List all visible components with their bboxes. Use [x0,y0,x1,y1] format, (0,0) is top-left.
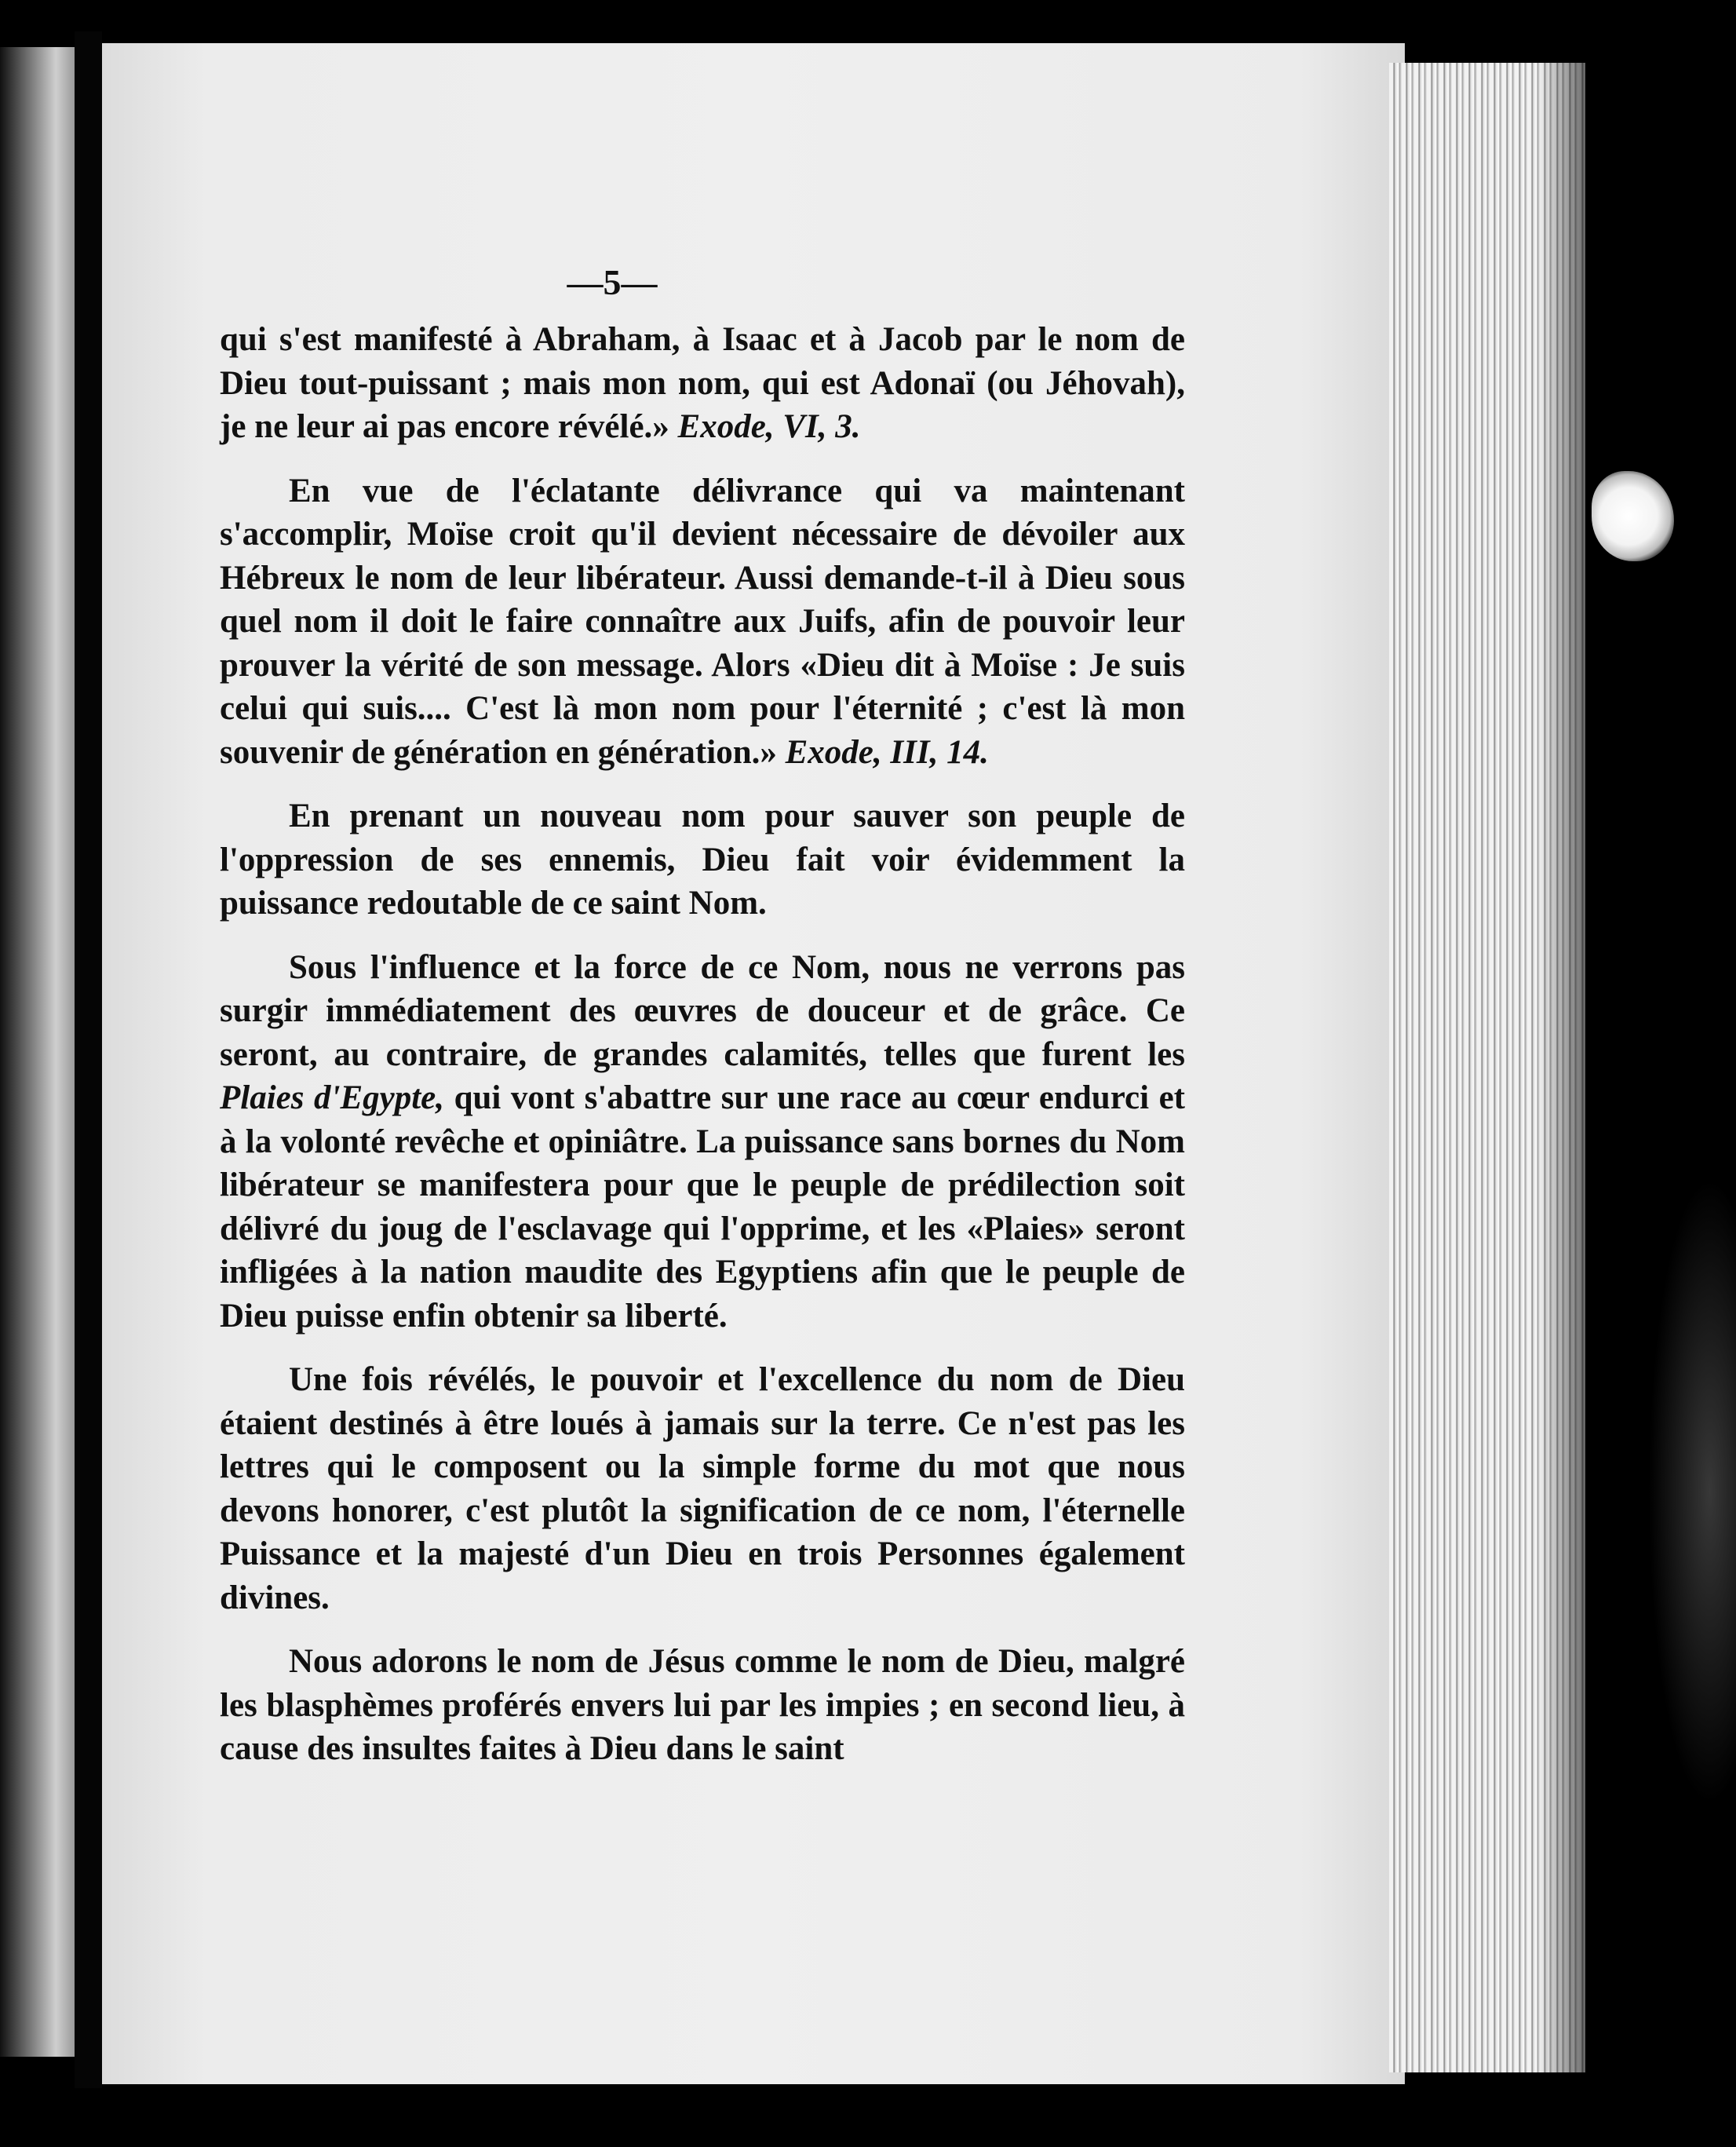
paragraph-plagues [220,946,1185,1338]
continuation-paragraph [220,318,1185,449]
paragraph-revelation [220,469,1185,775]
page-text [220,263,1185,1771]
page-number: —5— [567,262,658,302]
page-edge-shadow [1538,63,1585,2072]
scripture-reference: Exode, VI, 3. [677,408,861,445]
continuation-text: qui s'est manifesté à Abraham, à Isaac et à Jacob par le nom de Dieu tout-puissant ; mais mon nom, qui est Adonaï (ou Jéhovah), je ne leur ai pas encore révélé.» [220,321,1185,445]
paragraph-text-after: qui vont s'abattre sur une race au cœur endurci et à la volonté revêche et opiniâtre. La puissance sans bornes du Nom libérateur se manifestera pour que le peuple de prédilection soit délivré du joug de l'esclavage qui l'opprime, et les «Plaies» seront infligées à la nation maudite des Egyptiens afin que le peuple de Dieu puisse enfin obtenir sa liberté. [220,1079,1185,1335]
facing-page-edge [0,47,75,2057]
paragraph-adoration: Nous adorons le nom de Jésus comme le nom de Dieu, malgré les blasphèmes proférés envers lui par les impies ; en second lieu, à cause des insultes faites à Dieu dans le saint [220,1643,1185,1767]
book-gutter [75,31,102,2088]
paragraph-text-before: Sous l'influence et la force de ce Nom, nous ne verrons pas surgir immédiatement des œuvres de douceur et de grâce. Ce seront, au contraire, de grandes calamités, telles que furent les [220,948,1185,1073]
paragraph-new-name: En prenant un nouveau nom pour sauver son peuple de l'oppression de ses ennemis, Dieu fait voir évidemment la puissance redoutable de ce saint Nom. [220,798,1185,922]
background-glow [1648,1178,1736,1806]
paragraph-text: En vue de l'éclatante délivrance qui va maintenant s'accomplir, Moïse croit qu'il devient nécessaire de dévoiler aux Hébreux le nom de leur libérateur. Aussi demande-t-il à Dieu sous quel nom il doit le faire connaître aux Juifs, afin de pouvoir leur prouver la vérité de son message. Alors «Dieu dit à Moïse : Je suis celui qui suis.... C'est là mon nom pour l'éternité ; c'est là mon souvenir de génération en génération.» [220,472,1185,771]
plaies-title: Plaies d'Egypte, [220,1079,445,1116]
scripture-reference: Exode, III, 14. [785,733,989,771]
paragraph-honor-name: Une fois révélés, le pouvoir et l'excellence du nom de Dieu étaient destinés à être loués à jamais sur la terre. Ce n'est pas les lettres qui le composent ou la simple forme du mot que nous devons honorer, c'est plutôt la signification de ce nom, l'éternelle Puissance et la majesté d'un Dieu en trois Personnes également divines. [220,1361,1185,1616]
paper-blotch [1592,471,1674,561]
